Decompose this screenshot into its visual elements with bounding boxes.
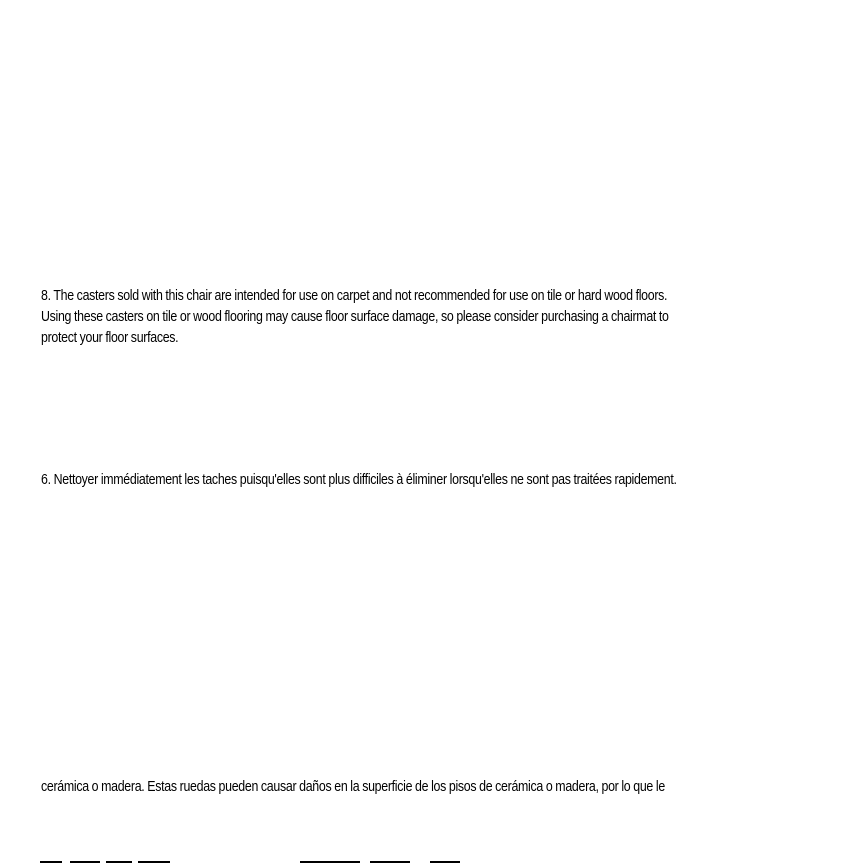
- paragraph-line: Using these casters on tile or wood flooring may cause floor surface damage, so please consider purchasing a chairmat to: [41, 309, 669, 325]
- paragraph-line: 6. Nettoyer immédiatement les taches puisqu'elles sont plus difficiles à éliminer lorsqu'elles ne sont pas traitées rapidement.: [41, 472, 677, 488]
- paragraph-line: 8. The casters sold with this chair are intended for use on carpet and not recommended for use on tile or hard wood floors.: [41, 288, 668, 304]
- care-instruction-english: [41, 286, 720, 349]
- cropped-text-line: [0, 859, 865, 865]
- paragraph-line: protect your floor surfaces.: [41, 330, 179, 346]
- care-instruction-french: [41, 470, 720, 491]
- care-instruction-spanish: [41, 777, 720, 798]
- paragraph-line: cerámica o madera. Estas ruedas pueden causar daños en la superficie de los pisos de cerámica o madera, por lo que le: [41, 779, 665, 795]
- cropped-text-fragment: [40, 861, 62, 863]
- cropped-text-fragment: [106, 861, 132, 863]
- cropped-text-fragment: [138, 861, 170, 863]
- cropped-text-fragment: [370, 861, 410, 863]
- cropped-text-fragment: [430, 861, 460, 863]
- cropped-text-fragment: [300, 861, 360, 863]
- cropped-text-fragment: [70, 861, 100, 863]
